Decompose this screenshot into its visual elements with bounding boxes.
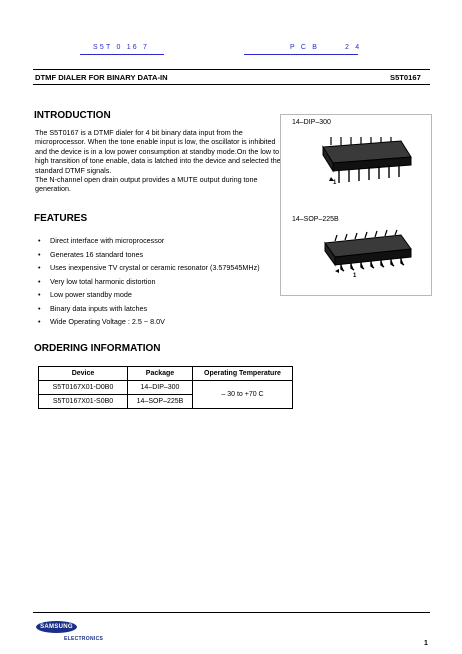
- pcb-number: 2 4: [345, 44, 362, 51]
- page-number: 1: [424, 640, 428, 647]
- document-code: S5T 0 16 7: [93, 44, 150, 51]
- column-header-package: Package: [128, 367, 193, 381]
- bullet-icon: •: [38, 236, 41, 245]
- feature-text: Binary data inputs with latches: [50, 303, 148, 313]
- column-header-temperature: Operating Temperature: [193, 367, 293, 381]
- feature-item: [38, 234, 260, 248]
- features-list: [38, 234, 260, 329]
- feature-item: [38, 261, 260, 275]
- feature-text: Low power standby mode: [50, 290, 132, 299]
- bullet-icon: •: [38, 290, 41, 299]
- dip-package-label: 14–DIP–300: [292, 119, 331, 126]
- package-cell: 14–DIP–300: [128, 381, 193, 395]
- part-number: S5T0167: [390, 73, 421, 82]
- feature-text: Generates 16 standard tones: [50, 249, 144, 259]
- dip-pin-one-mark: 1: [333, 180, 337, 186]
- sop-package-label: 14–SOP–225B: [292, 216, 339, 223]
- pcb-underline: [244, 54, 358, 55]
- table-row: [39, 381, 293, 395]
- ordering-heading: ORDERING INFORMATION: [34, 343, 161, 354]
- ordering-table: [38, 366, 293, 409]
- feature-item: [38, 315, 260, 329]
- device-cell: S5T0167X01-D0B0: [39, 381, 128, 395]
- feature-item: [38, 302, 260, 316]
- document-title: DTMF DIALER FOR BINARY DATA-IN: [35, 73, 168, 82]
- feature-text: Direct interface with microprocessor: [50, 236, 165, 245]
- feature-text: Uses inexpensive TV crystal or ceramic resonator (3.579545MHz): [50, 263, 260, 272]
- samsung-logo: SAMSUNG: [36, 621, 77, 633]
- features-heading: FEATURES: [34, 213, 88, 224]
- document-code-underline: [80, 54, 164, 55]
- package-cell: 14–SOP–225B: [128, 395, 193, 409]
- bullet-icon: •: [38, 303, 41, 313]
- dip-package-image: [317, 133, 417, 191]
- feature-text: Wide Operating Voltage : 2.5 ~ 8.0V: [50, 317, 165, 326]
- sop-package-image: [321, 229, 421, 283]
- bullet-icon: •: [38, 276, 41, 286]
- temperature-cell: – 30 to +70 C: [193, 381, 293, 409]
- introduction-heading: INTRODUCTION: [34, 110, 111, 121]
- feature-item: [38, 248, 260, 262]
- samsung-logo-subtitle: ELECTRONICS: [64, 636, 104, 642]
- title-top-rule: [33, 69, 430, 70]
- introduction-paragraph-1: The S5T0167 is a DTMF dialer for 4 bit binary data input from the microprocessor. When the tone enable input is low, the oscillator is inhibited and the device is in a low power consumption at standby mode.On the low to high transition of tone enable, data is latched into the device and selected the standard DTMF signals.: [35, 128, 281, 175]
- bullet-icon: •: [38, 249, 41, 259]
- sop-pin-one-mark: 1: [353, 273, 357, 279]
- footer-rule: [33, 612, 430, 613]
- package-illustration-box: [280, 114, 432, 296]
- title-bottom-rule: [33, 84, 430, 85]
- feature-text: Very low total harmonic distortion: [50, 276, 156, 286]
- bullet-icon: •: [38, 317, 41, 326]
- introduction-text: [35, 128, 283, 194]
- feature-item: [38, 288, 260, 302]
- introduction-paragraph-2: The N-channel open drain output provides a MUTE output during tone generation.: [35, 175, 258, 194]
- bullet-icon: •: [38, 263, 41, 272]
- table-header-row: [39, 367, 293, 381]
- feature-item: [38, 275, 260, 289]
- device-cell: S5T0167X01-S0B0: [39, 395, 128, 409]
- column-header-device: Device: [39, 367, 128, 381]
- pcb-label: P C B: [290, 44, 320, 51]
